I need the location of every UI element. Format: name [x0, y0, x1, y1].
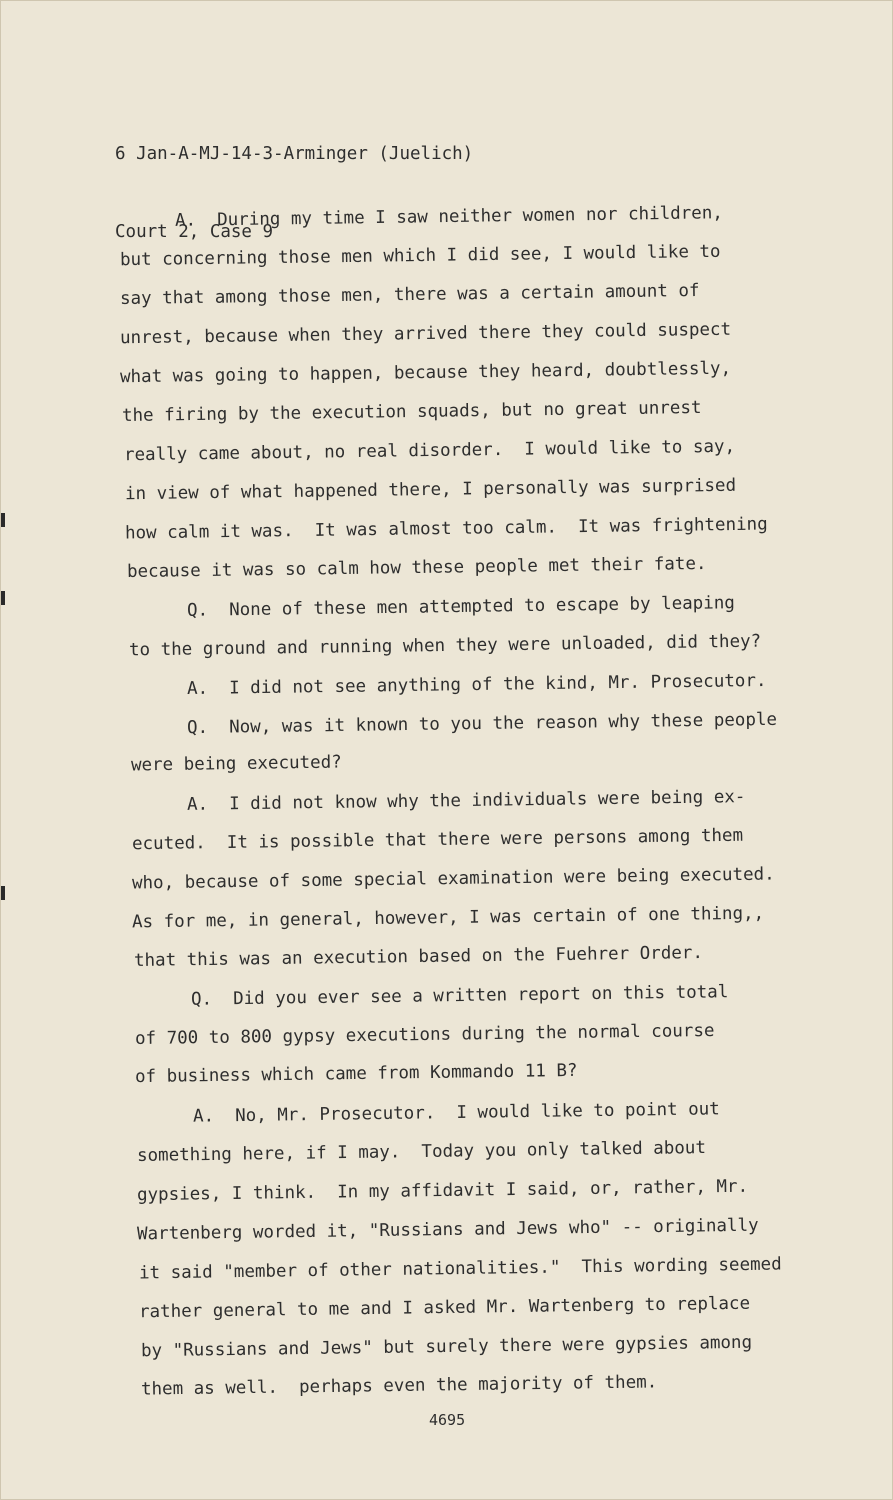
body-text-line: it said "member of other nationalities." This wording seemed [138, 1254, 782, 1284]
punch-mark [1, 886, 5, 900]
body-text-line: Q. None of these men attempted to escape by leaping [186, 593, 735, 621]
body-text-line: As for me, in general, however, I was certain of one thing,, [131, 903, 765, 933]
body-text-line: gypsies, I think. In my affidavit I said, or, rather, Mr. [136, 1176, 749, 1206]
punch-mark [1, 591, 5, 605]
body-text-line: say that among those men, there was a certain amount of [119, 280, 700, 310]
body-text-line: what was going to happen, because they heard, doubtlessly, [119, 358, 732, 388]
body-text-line: were being executed? [130, 752, 342, 776]
body-text-line: A. I did not know why the individuals were being ex- [186, 787, 746, 815]
body-text-line: Q. Now, was it known to you the reason why these people [186, 709, 778, 739]
body-text-line: by "Russians and Jews" but surely there were gypsies among [140, 1332, 753, 1362]
body-text-line: A. During my time I saw neither women nor children, [174, 203, 723, 231]
case-header-line: 6 Jan-A-MJ-14-3-Arminger (Juelich) [115, 144, 474, 164]
punch-mark [1, 513, 5, 527]
body-text-line: of 700 to 800 gypsy executions during the normal course [134, 1020, 715, 1050]
case-header-line: Court 2, Case 9 [115, 222, 274, 242]
body-text-line: in view of what happened there, I personally was surprised [124, 475, 737, 505]
body-text-line: rather general to me and I asked Mr. Wartenberg to replace [138, 1293, 751, 1323]
body-text-line: A. I did not see anything of the kind, Mr. Prosecutor. [186, 670, 767, 700]
body-text-line: the firing by the execution squads, but no great unrest [121, 397, 702, 427]
body-text-line: something here, if I may. Today you only talked about [136, 1138, 707, 1166]
body-text-line: because it was so calm how these people met their fate. [126, 553, 707, 583]
body-text-line: that this was an execution based on the Fuehrer Order. [133, 943, 704, 971]
body-text-line: how calm it was. It was almost too calm. It was frightening [124, 514, 768, 544]
body-text-line: A. No, Mr. Prosecutor. I would like to point out [192, 1099, 720, 1127]
body-text-line: ecuted. It is possible that there were persons among them [131, 825, 744, 855]
body-text-line: them as well. perhaps even the majority of them. [140, 1372, 658, 1400]
body-text-line: really came about, no real disorder. I would like to say, [123, 436, 736, 466]
body-text-line: unrest, because when they arrived there they could suspect [119, 319, 732, 349]
body-text-line: Q. Did you ever see a written report on this total [190, 982, 729, 1010]
body-text-line: Wartenberg worded it, "Russians and Jews who" -- originally [136, 1215, 759, 1245]
page-number: 4695 [429, 1411, 466, 1429]
body-text-line: who, because of some special examination were being executed. [131, 864, 775, 894]
body-text-line: to the ground and running when they were unloaded, did they? [128, 631, 762, 661]
body-text-line: but concerning those men which I did see, I would like to [119, 241, 721, 271]
body-text-line: of business which came from Kommando 11 B? [134, 1060, 578, 1088]
